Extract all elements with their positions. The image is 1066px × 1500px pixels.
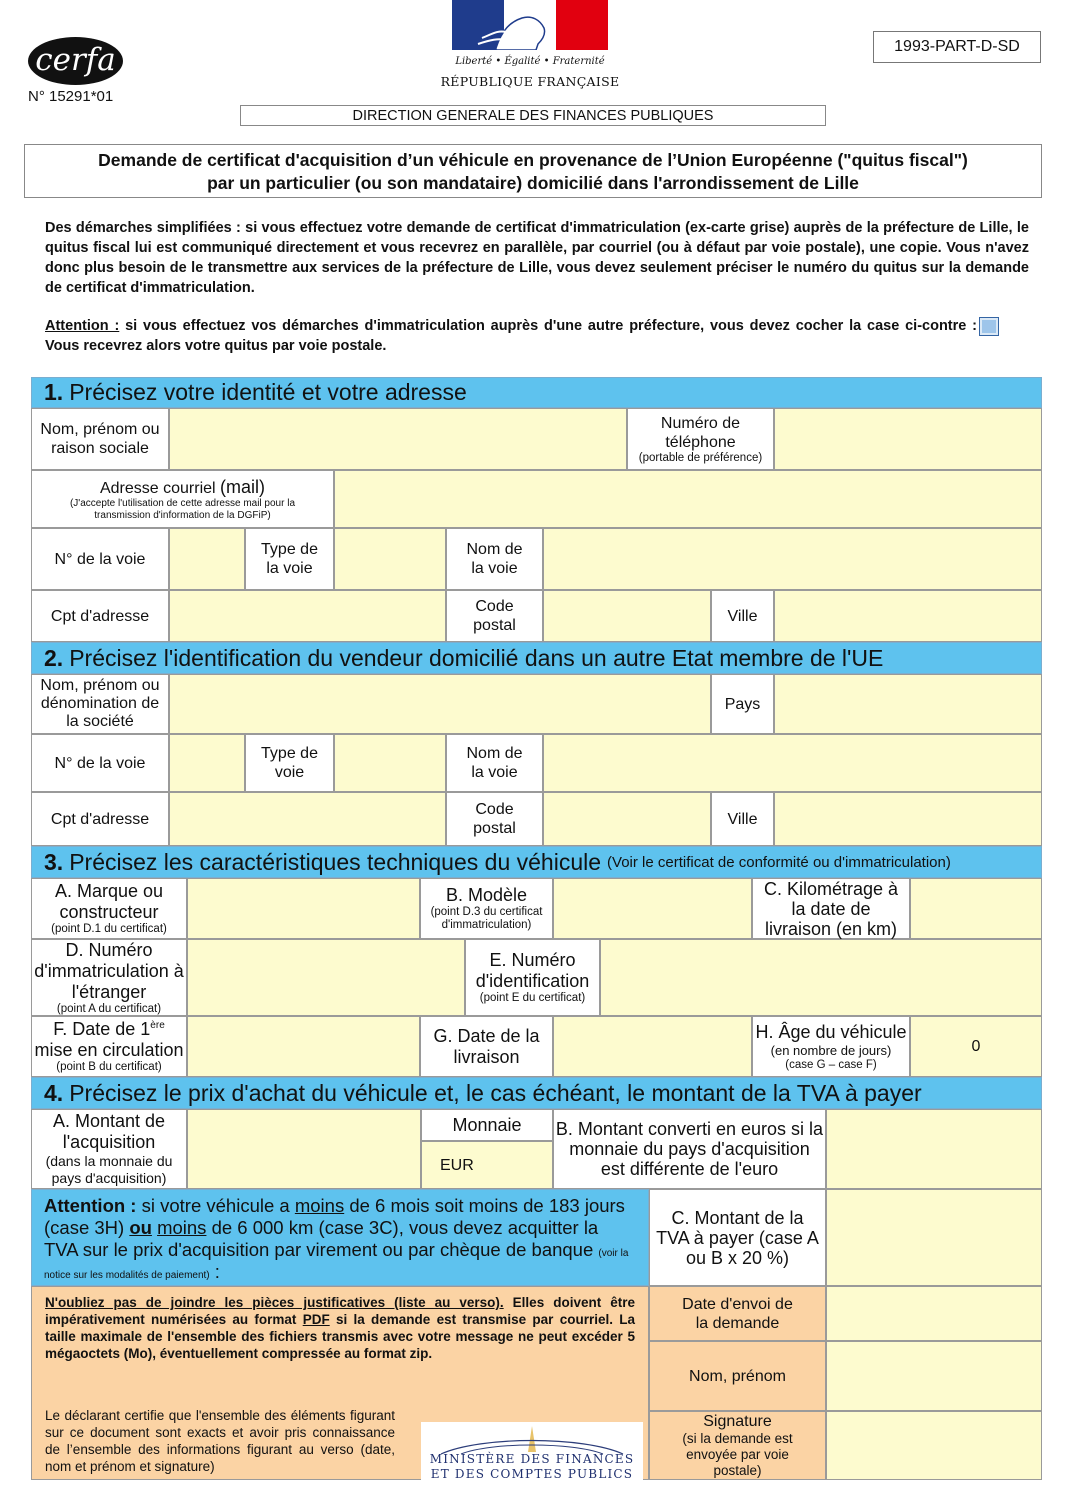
s1-city-input[interactable] — [774, 590, 1042, 642]
cerfa-number: N° 15291*01 — [28, 88, 114, 105]
s4-attention-box: Attention : si votre véhicule a moins de 6 mois soit moins de 183 jours (case 3H) ou moins de 6 000 km (case 3C), vous devez acquitter la TVA sur le prix d'acquisition par virement ou par chèque de banque (voir la notice sur les modalités de paiement) : — [31, 1189, 649, 1286]
s3-a-label: A. Marque ou constructeur (point D.1 du certificat) — [31, 878, 187, 939]
section4-num: 4. — [44, 1079, 64, 1106]
s4-currency-input[interactable]: EUR — [421, 1141, 553, 1189]
s3-d-label: D. Numéro d'immatriculation à l'étranger (point A du certificat) — [31, 939, 187, 1016]
s4-currency-label: Monnaie — [421, 1109, 553, 1141]
ministry-line1: MINISTÈRE DES FINANCES — [429, 1452, 635, 1466]
s4-c-label: C. Montant de la TVA à payer (case A ou B x 20 %) — [649, 1189, 826, 1286]
s3-e-input[interactable] — [600, 939, 1042, 1016]
s2-postal-label: Code postal — [446, 792, 543, 846]
direction-box — [240, 105, 826, 126]
s2-city-label: Ville — [711, 792, 774, 846]
s1-email-label: Adresse courriel (mail) (J'accepte l'utilisation de cette adresse mail pour la transmission d'information de la DGFiP) — [31, 470, 334, 528]
s1-city-label: Ville — [711, 590, 774, 642]
section3-header — [31, 846, 1042, 878]
s2-streetname-input[interactable] — [543, 734, 1042, 792]
s2-streetnum-input[interactable] — [169, 734, 245, 792]
s2-city-input[interactable] — [774, 792, 1042, 846]
marianne-country: RÉPUBLIQUE FRANÇAISE — [440, 74, 620, 89]
form-code-box — [873, 31, 1041, 63]
s1-streettype-input[interactable] — [334, 528, 446, 590]
s4-name-input[interactable] — [826, 1341, 1042, 1411]
section3-num: 3. — [44, 848, 64, 875]
s1-email-input[interactable] — [334, 470, 1042, 528]
section3-note: (Voir le certificat de conformité ou d'immatriculation) — [607, 853, 951, 871]
s1-streetnum-input[interactable] — [169, 528, 245, 590]
ministry-logo — [421, 1422, 643, 1480]
section2-title: Précisez l'identification du vendeur domicilié dans un autre Etat membre de l'UE — [69, 644, 884, 671]
s1-cpt-input[interactable] — [169, 590, 446, 642]
s1-phone-input[interactable] — [774, 408, 1042, 470]
s4-send-date-label: Date d'envoi de la demande — [649, 1286, 826, 1341]
section1-num: 1. — [44, 379, 64, 405]
intro-paragraph: Des démarches simplifiées : si vous effectuez votre demande de certificat d'immatriculation (ex-carte grise) auprès de la préfecture de Lille, le quitus fiscal lui est communiqué directement et vous recevrez en parallèle, par courriel (ou à défaut par voie postale), une copie. Vous n'avez donc plus besoin de le transmettre aux services de la préfecture de Lille, vous devez seulement préciser le numéro du quitus sur la demande de certificat d'immatriculation. — [45, 220, 1029, 296]
s2-streetnum-label: N° de la voie — [31, 734, 169, 792]
section1-header — [31, 377, 1042, 408]
s2-country-input[interactable] — [774, 674, 1042, 734]
marianne-motto: Liberté • Égalité • Fraternité — [455, 56, 605, 67]
s2-postal-input[interactable] — [543, 792, 711, 846]
s4-c-input[interactable] — [826, 1189, 1042, 1286]
postal-checkbox[interactable] — [979, 317, 999, 336]
s4-pieces-text: N'oubliez pas de joindre les pièces justificatives (liste au verso). Elles doivent être impérativement numérisées au format PDF si la demande est transmise par courriel. La taille maximale de l'ensemble des fichiers transmis avec votre message ne peut excéder 5 mégaoctets (Mo), éventuellement compressée au format zip. — [45, 1295, 635, 1361]
s2-cpt-label: Cpt d'adresse — [31, 792, 169, 846]
s2-streetname-label: Nom de la voie — [446, 734, 543, 792]
s2-streettype-input[interactable] — [334, 734, 446, 792]
s3-a-input[interactable] — [187, 878, 420, 939]
s3-g-label: G. Date de la livraison — [420, 1016, 553, 1077]
s4-b-label: B. Montant converti en euros si la monnaie du pays d'acquisition est différente de l'euro — [553, 1109, 826, 1189]
s1-cpt-label: Cpt d'adresse — [31, 590, 169, 642]
s1-streettype-label: Type de la voie — [245, 528, 334, 590]
attention-text: si vous effectuez vos démarches d'immatriculation auprès d'une autre préfecture, vous devez cocher la case ci-contre : — [119, 318, 977, 334]
s4-signature-input[interactable] — [826, 1411, 1042, 1480]
attention-after: Vous recevrez alors votre quitus par voie postale. — [45, 338, 387, 354]
form-title-line1: Demande de certificat d'acquisition d’un véhicule en provenance de l’Union Européenne ("quitus fiscal") — [98, 150, 968, 170]
s3-f-input[interactable] — [187, 1016, 420, 1077]
s4-name-label: Nom, prénom — [649, 1341, 826, 1411]
form-title-box — [24, 144, 1042, 198]
s1-streetname-input[interactable] — [543, 528, 1042, 590]
ministry-line2: ET DES COMPTES PUBLICS — [430, 1467, 634, 1481]
s4-a-label: A. Montant de l'acquisition (dans la monnaie du pays d'acquisition) — [31, 1109, 187, 1189]
s4-send-date-input[interactable] — [826, 1286, 1042, 1341]
s1-name-label: Nom, prénom ou raison sociale — [31, 408, 169, 470]
s3-g-input[interactable] — [553, 1016, 752, 1077]
intro-attention — [45, 316, 1003, 356]
marianne-logo — [452, 0, 608, 50]
section4-title: Précisez le prix d'achat du véhicule et, le cas échéant, le montant de la TVA à payer — [69, 1079, 922, 1106]
cerfa-logo-text: cerfa — [35, 42, 116, 78]
section2-header — [31, 642, 1042, 674]
s2-cpt-input[interactable] — [169, 792, 446, 846]
s3-d-input[interactable] — [187, 939, 465, 1016]
s3-b-label: B. Modèle (point D.3 du certificat d'immatriculation) — [420, 878, 553, 939]
s1-streetname-label: Nom de la voie — [446, 528, 543, 590]
s3-e-label: E. Numéro d'identification (point E du certificat) — [465, 939, 600, 1016]
s4-signature-label: Signature (si la demande est envoyée par voie postale) — [649, 1411, 826, 1480]
s2-country-label: Pays — [711, 674, 774, 734]
s1-streetnum-label: N° de la voie — [31, 528, 169, 590]
s4-a-input[interactable] — [187, 1109, 421, 1189]
s3-c-input[interactable] — [910, 878, 1042, 939]
form-code: 1993-PART-D-SD — [894, 38, 1020, 55]
section2-num: 2. — [44, 644, 64, 671]
s3-b-input[interactable] — [553, 878, 752, 939]
s3-f-label: F. Date de 1ère mise en circulation (point B du certificat) — [31, 1016, 187, 1077]
s3-h-value: 0 — [910, 1016, 1042, 1077]
s1-phone-label: Numéro de téléphone (portable de préférence) — [627, 408, 774, 470]
section1-title: Précisez votre identité et votre adresse — [69, 379, 467, 405]
s1-name-input[interactable] — [169, 408, 627, 470]
s2-name-label: Nom, prénom ou dénomination de la société — [31, 674, 169, 734]
s4-b-input[interactable] — [826, 1109, 1042, 1189]
attention-label: Attention : — [45, 318, 120, 334]
s2-name-input[interactable] — [169, 674, 711, 734]
section4-header — [31, 1077, 1042, 1109]
s1-postal-label: Code postal — [446, 590, 543, 642]
s3-c-label: C. Kilométrage à la date de livraison (en km) — [752, 878, 910, 939]
direction: DIRECTION GENERALE DES FINANCES PUBLIQUES — [352, 107, 714, 124]
s3-h-label: H. Âge du véhicule (en nombre de jours) (case G – case F) — [752, 1016, 910, 1077]
section3-title: Précisez les caractéristiques techniques du véhicule — [69, 848, 602, 875]
s4-declarant-text: Le déclarant certifie que l'ensemble des éléments figurant sur ce document sont exacts et avoir pris connaissance de l’ensemble des informations figurant au verso (date, nom et prénom et signature) — [45, 1408, 395, 1474]
form-title-line2: par un particulier (ou son mandataire) domicilié dans l'arrondissement de Lille — [207, 173, 859, 193]
s1-postal-input[interactable] — [543, 590, 711, 642]
s2-streettype-label: Type de voie — [245, 734, 334, 792]
